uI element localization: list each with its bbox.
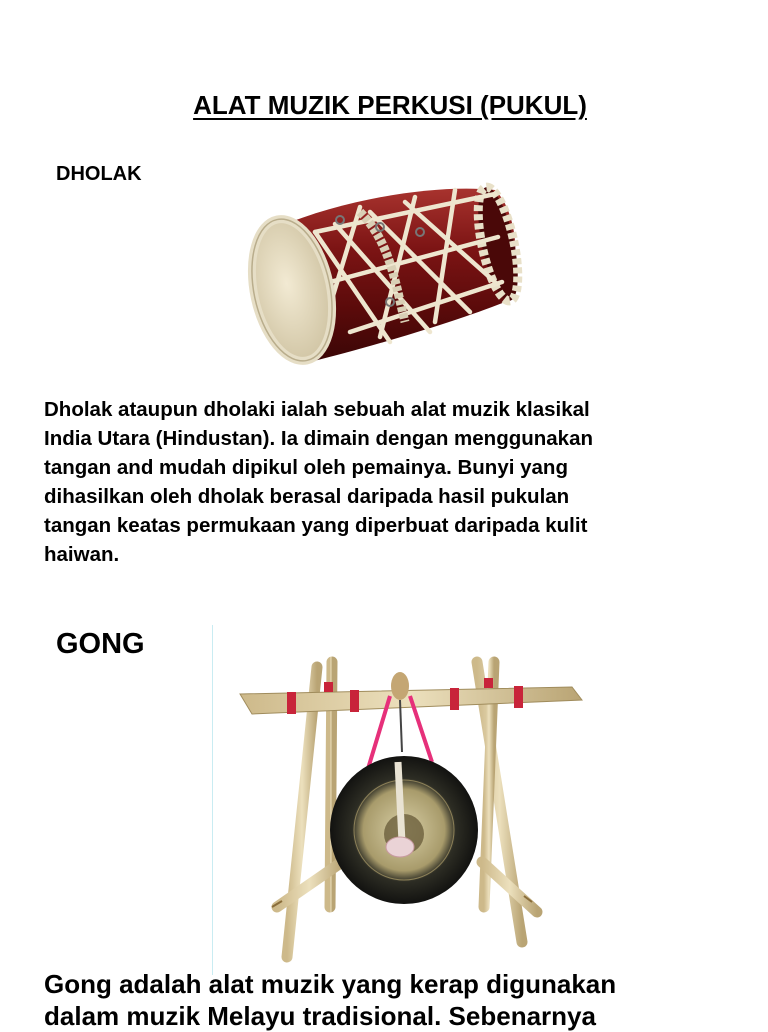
paragraph-line: Gong adalah alat muzik yang kerap digunakan: [44, 969, 617, 999]
paragraph-line: India Utara (Hindustan). Ia dimain dengan menggunakan: [44, 427, 594, 450]
page-title: ALAT MUZIK PERKUSI (PUKUL): [193, 90, 587, 120]
dholak-description: [44, 395, 734, 569]
paragraph-line: haiwan.: [44, 543, 120, 566]
paragraph-line: tangan and mudah dipikul oleh pemainya. Bunyi yang: [44, 456, 568, 479]
divider-line: [212, 625, 213, 975]
section-heading-gong: GONG: [56, 628, 145, 660]
gong-on-bamboo-stand-image: [232, 652, 590, 980]
dholak-drum-image: [240, 172, 530, 377]
paragraph-line: tangan keatas permukaan yang diperbuat daripada kulit: [44, 514, 588, 537]
gong-description: [44, 968, 744, 1032]
section-heading-dholak: DHOLAK: [56, 163, 142, 185]
paragraph-line: dalam muzik Melayu tradisional. Sebenarnya: [44, 1001, 596, 1031]
paragraph-line: Dholak ataupun dholaki ialah sebuah alat muzik klasikal: [44, 398, 590, 421]
paragraph-line: dihasilkan oleh dholak berasal daripada hasil pukulan: [44, 485, 570, 508]
